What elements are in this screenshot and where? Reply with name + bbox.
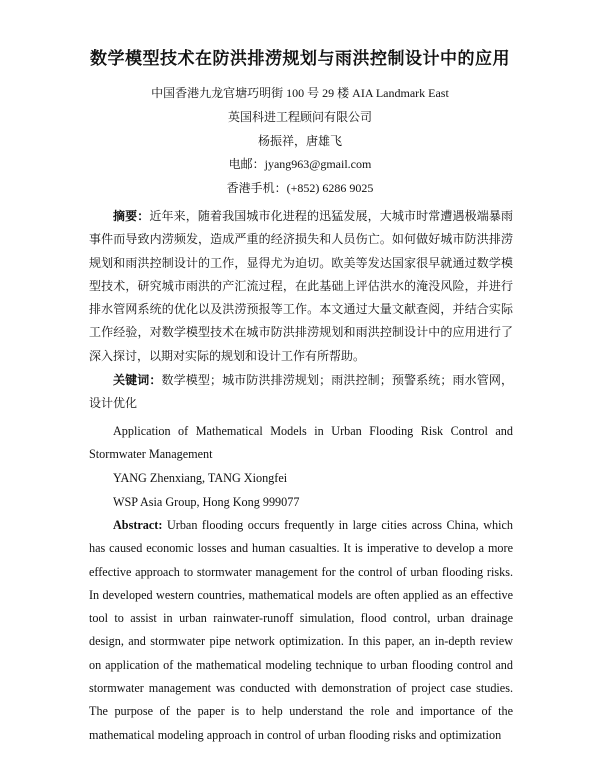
title-en: Application of Mathematical Models in Urban Flooding Risk Control and Stormwater Management xyxy=(89,424,513,462)
abstract-en xyxy=(89,514,513,747)
keywords-cn-label: 关键词： xyxy=(113,373,162,387)
keywords-cn-text: 数学模型；城市防洪排涝规划；雨洪控制；预警系统；雨水管网，设计优化 xyxy=(89,373,513,411)
keywords-cn xyxy=(89,369,513,416)
abstract-cn-label: 摘要： xyxy=(113,209,150,223)
abstract-en-label: Abstract: xyxy=(113,518,163,532)
affiliation-en: WSP Asia Group, Hong Kong 999077 xyxy=(113,495,300,509)
author-names: 杨振祥，唐雄飞 xyxy=(257,134,342,148)
paper-title: 数学模型技术在防洪排涝规划与雨洪控制设计中的应用 xyxy=(90,49,510,68)
author-email: 电邮：jyang963@gmail.com xyxy=(228,157,372,171)
author-company: 英国科进工程顾问有限公司 xyxy=(227,110,372,124)
author-address: 中国香港九龙官塘巧明街 100 号 29 楼 AIA Landmark East xyxy=(151,86,449,100)
abstract-en-text: Urban flooding occurs frequently in large cities across China, which has caused economic losses and human casualties. It is imperative to develop a more effective approach to stormwater management for the control of urban flooding risks. In developed western countries, mathematical models are often applied as an effective tool to assist in urban rainwater-runoff simulation, flood control, urban drainage design, and stormwater pipe network optimization. In this paper, an in-depth review on application of the mathematical modeling technique to urban flooding control and stormwater management was conducted with demonstration of project case studies. The purpose of the paper is to help understand the role and importance of the mathematical modeling approach in control of urban flooding risks and optimization xyxy=(89,518,514,742)
author-phone: 香港手机：(+852) 6286 9025 xyxy=(226,181,374,195)
abstract-cn xyxy=(89,205,513,368)
authors-en: YANG Zhenxiang, TANG Xiongfei xyxy=(113,471,288,485)
abstract-cn-text: 近年来，随着我国城市化进程的迅猛发展，大城市时常遭遇极端暴雨事件而导致内涝频发，造成严重的经济损失和人员伤亡。如何做好城市防洪排涝规划和雨洪控制设计的工作，显得尤为迫切。欧美等发达国家很早就通过数学模型技术，研究城市雨洪的产汇流过程，在此基础上评估洪水的淹没风险，并进行排水管网系统的优化以及洪涝预报等工作。本文通过大量文献查阅，并结合实际工作经验，对数学模型技术在城市防洪排涝规划和雨洪控制设计中的应用进行了深入探讨，以期对实际的规划和设计工作有所帮助。 xyxy=(89,209,513,363)
